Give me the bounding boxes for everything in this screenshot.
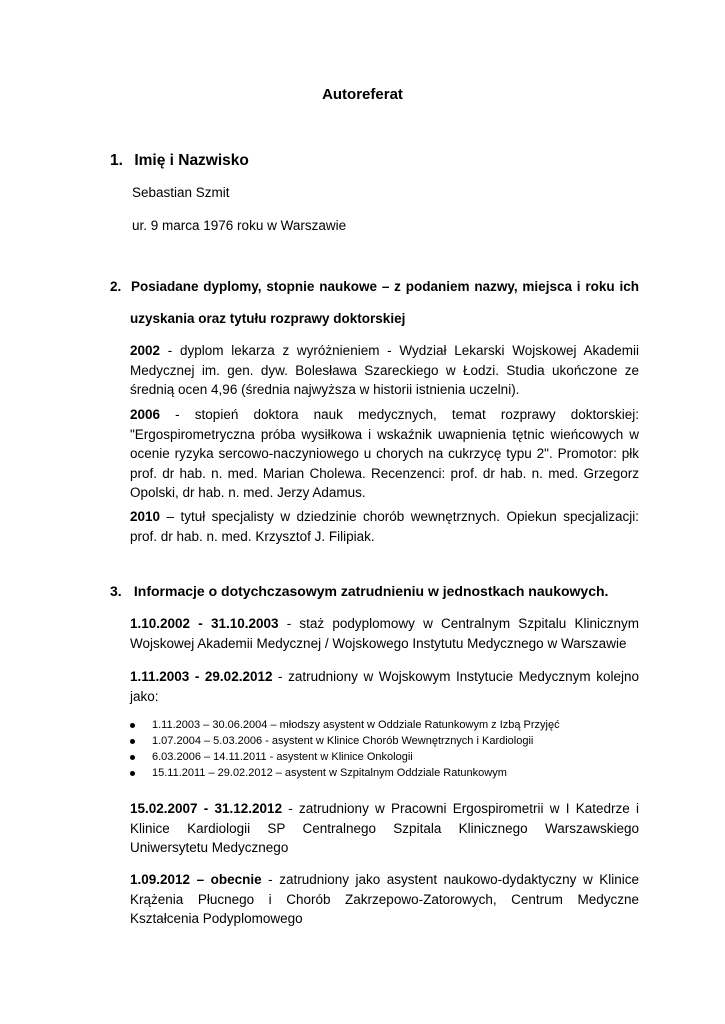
section-2-heading bbox=[110, 279, 639, 294]
section-3-heading bbox=[110, 583, 608, 599]
diploma-entry bbox=[130, 341, 639, 400]
section-2-title-line1: Posiadane dyplomy, stopnie naukowe – z podaniem nazwy, miejsca i roku ich bbox=[130, 279, 639, 294]
section-3-title: Informacje o dotychczasowym zatrudnieniu w jednostkach naukowych. bbox=[133, 583, 609, 599]
list-item: 1.07.2004 – 5.03.2006 - asystent w Klinice Chorób Wewnętrznych i Kardiologii bbox=[130, 733, 650, 749]
specialization-text: – tytuł specjalisty w dziedzinie chorób wewnętrznych. Opiekun specjalizacji: prof. dr hab. n. med. Krzysztof J. Filipiak. bbox=[130, 509, 639, 544]
diploma-text: - dyplom lekarza z wyróżnieniem - Wydział Lekarski Wojskowej Akademii Medycznej im. gen. dyw. Bolesława Szareckiego w Łodzi. Studia ukończone ze średnią ocen 4,96 (średnia najwyższa w historii istnienia uczelni). bbox=[130, 343, 639, 397]
section-2-number: 2. bbox=[110, 279, 122, 294]
specialization-year: 2010 bbox=[130, 509, 161, 524]
employment-entry bbox=[130, 614, 639, 653]
employment-entry bbox=[130, 667, 639, 706]
diploma-year: 2002 bbox=[130, 343, 161, 358]
employment-text: - zatrudniony w Pracowni Ergospirometrii w I Katedrze i Klinice Kardiologii SP Centralnego Szpitala Klinicznego Warszawskiego Uniwersytetu Medycznego bbox=[130, 801, 639, 855]
section-1-heading bbox=[110, 152, 249, 170]
doctorate-year: 2006 bbox=[130, 407, 161, 422]
positions-list bbox=[130, 717, 650, 781]
employment-entry bbox=[130, 799, 639, 858]
employment-period: 1.11.2003 - 29.02.2012 bbox=[130, 669, 273, 684]
employment-entry bbox=[130, 870, 639, 929]
section-2-title-line2: uzyskania oraz tytułu rozprawy doktorskiej bbox=[130, 311, 406, 326]
birth-info: ur. 9 marca 1976 roku w Warszawie bbox=[132, 218, 347, 233]
bullet-icon bbox=[130, 771, 135, 776]
doctorate-entry bbox=[130, 405, 639, 503]
specialization-entry bbox=[130, 507, 639, 546]
employment-period: 15.02.2007 - 31.12.2012 bbox=[130, 801, 283, 816]
bullet-icon bbox=[130, 723, 135, 728]
employment-period: 1.10.2002 - 31.10.2003 bbox=[130, 616, 279, 631]
person-name: Sebastian Szmit bbox=[132, 185, 230, 200]
bullet-icon bbox=[130, 755, 135, 760]
section-1-number: 1. bbox=[110, 152, 123, 169]
list-item: 1.11.2003 – 30.06.2004 – młodszy asystent w Oddziale Ratunkowym z Izbą Przyjęć bbox=[130, 717, 650, 733]
list-item: 6.03.2006 – 14.11.2011 - asystent w Klinice Onkologii bbox=[130, 749, 650, 765]
employment-text: - staż podyplomowy w Centralnym Szpitalu Klinicznym Wojskowej Akademii Medycznej / Wojskowego Instytutu Medycznego w Warszawie bbox=[130, 616, 639, 651]
employment-text: - zatrudniony jako asystent naukowo-dydaktyczny w Klinice Krążenia Płucnego i Chorób Zakrzepowo-Zatorowych, Centrum Medyczne Kształcenia Podyplomowego bbox=[130, 872, 639, 926]
section-1-title: Imię i Nazwisko bbox=[134, 152, 249, 169]
document-title: Autoreferat bbox=[322, 86, 403, 103]
doctorate-text: - stopień doktora nauk medycznych, temat rozprawy doktorskiej: "Ergospirometryczna próba wysiłkowa i wskaźnik uwapnienia tętnic wieńcowych w ocenie ryzyka sercowo-naczyniowego u chorych na cukrzycę typu 2". Promotor: płk prof. dr hab. n. med. Marian Cholewa. Recenzenci: prof. dr hab. n. med. Grzegorz Opolski, dr hab. n. med. Jerzy Adamus. bbox=[130, 407, 639, 500]
section-3-number: 3. bbox=[110, 583, 122, 599]
list-item: 15.11.2011 – 29.02.2012 – asystent w Szpitalnym Oddziale Ratunkowym bbox=[130, 765, 650, 781]
employment-text: - zatrudniony w Wojskowym Instytucie Medycznym kolejno jako: bbox=[130, 669, 639, 704]
employment-period: 1.09.2012 – obecnie bbox=[130, 872, 262, 887]
bullet-icon bbox=[130, 739, 135, 744]
